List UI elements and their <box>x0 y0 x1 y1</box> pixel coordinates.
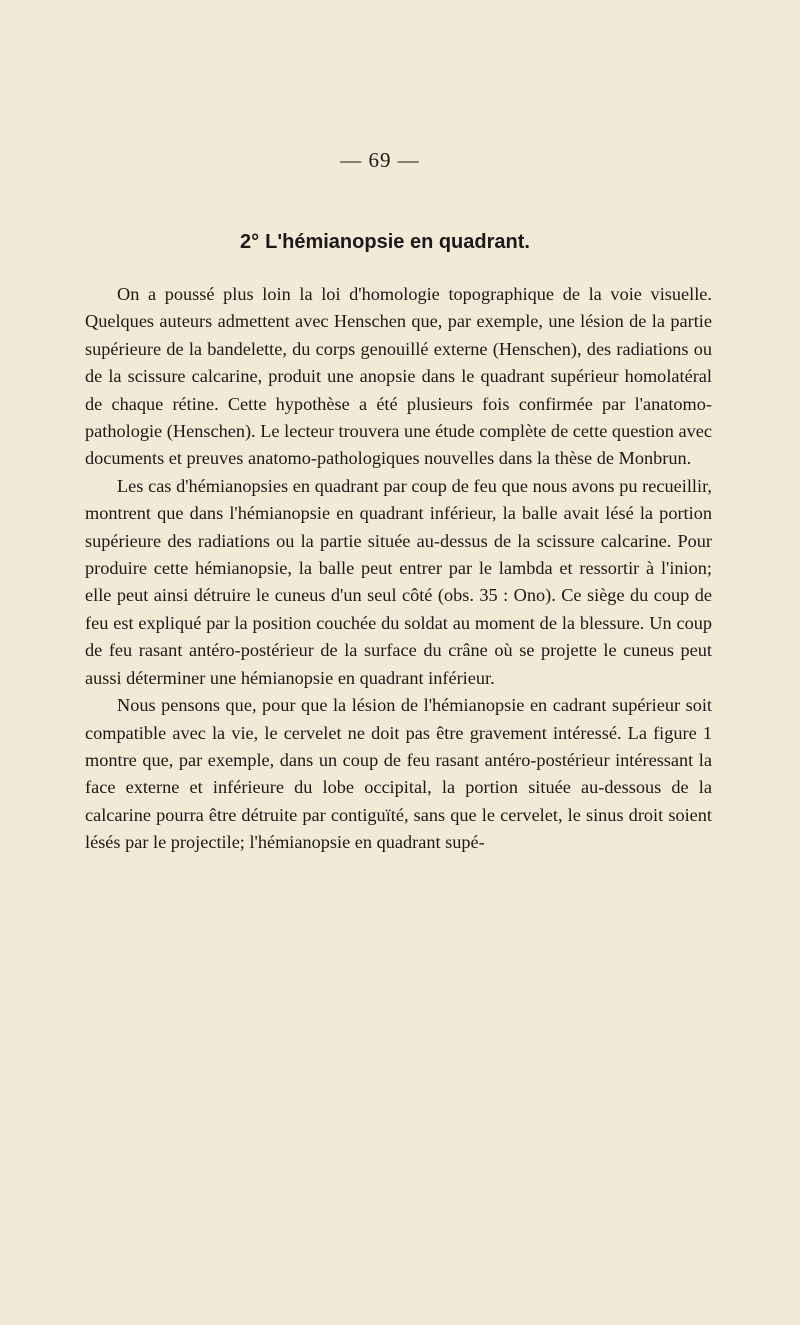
section-heading <box>0 231 770 254</box>
paragraph-2: Les cas d'hémianopsies en quadrant par coup de feu que nous avons pu recueillir, montrent que dans l'hémianopsie en quadrant inférieur, la balle avait lésé la portion supérieure des radiations ou la partie située au-dessus de la scissure calcarine. Pour produire cette hémianopsie, la balle peut entrer par le lambda et ressortir à l'inion; elle peut ainsi détruire le cuneus d'un seul côté (obs. 35 : Ono). Ce siège du coup de feu est expliqué par la position couchée du soldat au moment de la blessure. Un coup de feu rasant antéro-postérieur de la surface du crâne où se projette le cuneus peut aussi déterminer une hémianopsie en quadrant inférieur. <box>85 475 712 688</box>
section-title: L'hémianopsie en quadrant. <box>265 231 530 253</box>
paragraph-3: Nous pensons que, pour que la lésion de l'hémianopsie en cadrant supérieur soit compatible avec la vie, le cervelet ne doit pas être gravement intéressé. La figure 1 montre que, par exemple, dans un coup de feu rasant antéro-postérieur intéressant la face externe et inférieure du lobe occipital, la portion située au-dessous de la calcarine pourra être détruite par contiguïté, sans que le cervelet, le sinus droit soient lésés par le projectile; l'hémianopsie en quadrant supé- <box>85 695 712 853</box>
section-number: 2° <box>240 231 260 253</box>
page-number: — 69 — <box>340 148 420 172</box>
paragraph-1: On a poussé plus loin la loi d'homologie topographique de la voie visuelle. Quelques auteurs admettent avec Henschen que, par exemple, une lésion de la partie supérieure de la bandelette, du corps genouillé externe (Henschen), des radiations ou de la scissure calcarine, produit une anopsie dans le quadrant supérieur homolatéral de chaque rétine. Cette hypothèse a été plusieurs fois confirmée par l'anatomo-pathologie (Henschen). Le lecteur trouvera une étude complète de cette question avec documents et preuves anatomo-pathologiques nouvelles dans la thèse de Monbrun. <box>85 284 712 469</box>
body-text <box>85 281 712 857</box>
